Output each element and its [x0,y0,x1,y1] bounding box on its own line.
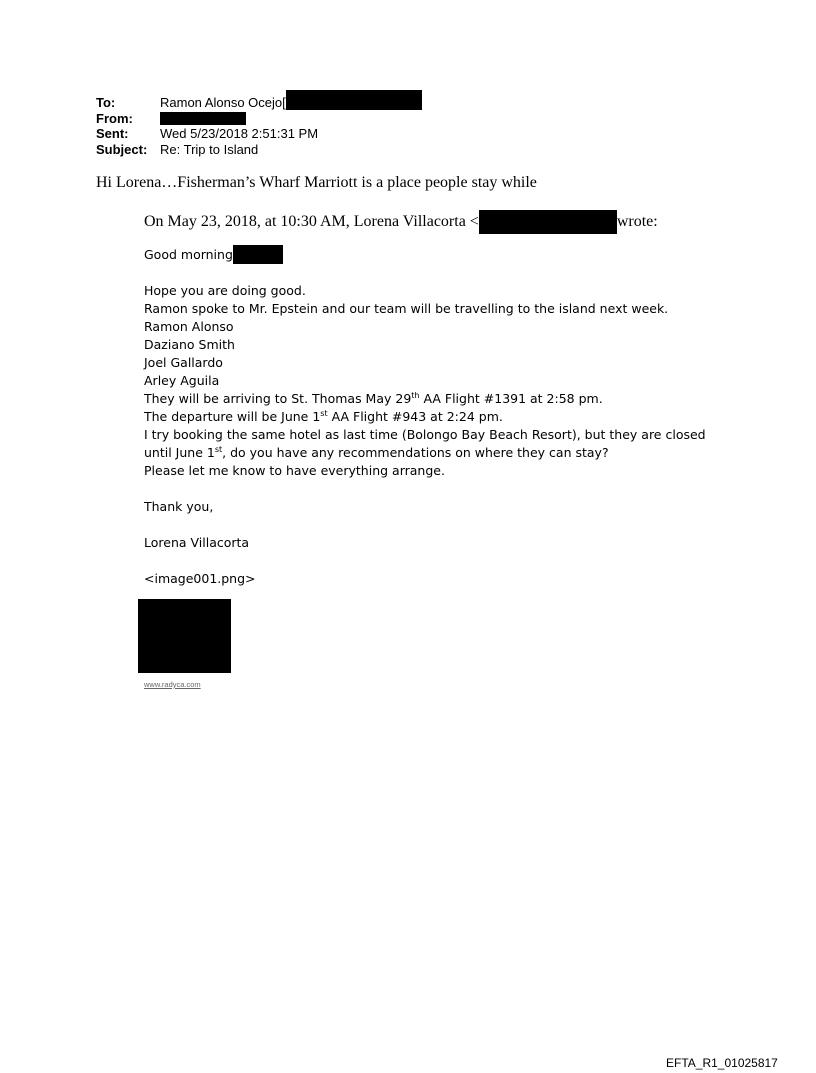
sent-row [96,126,422,142]
subject-label: Subject: [96,141,148,157]
arrival-line [144,390,706,408]
redacted-logo-image [138,599,231,673]
quoted-header-suffix: wrote: [616,213,658,230]
from-row [96,111,422,127]
departure-line [144,408,706,426]
arrival-text-end: AA Flight #1391 at 2:58 pm. [419,391,603,406]
team-member: Ramon Alonso [144,319,234,334]
subject-value: Re: Trip to Island [160,141,259,157]
team-member: Joel Gallardo [144,355,223,370]
quoted-header [144,210,658,234]
redaction-box [479,210,617,234]
body-line: Hope you are doing good. [144,283,306,298]
redaction-box [286,90,422,110]
email-header [96,95,422,157]
thanks-line: Thank you, [144,499,214,514]
quoted-header-prefix: On May 23, 2018, at 10:30 AM, Lorena Villacorta < [144,213,479,230]
body-line: Ramon spoke to Mr. Epstein and our team will be travelling to the island next week. [144,301,669,316]
until-line [144,444,706,462]
departure-sup: st [320,408,328,418]
arrange-line: Please let me know to have everything arrange. [144,463,445,478]
sent-label: Sent: [96,126,129,141]
from-label: From: [96,110,133,126]
until-text: until June 1 [144,445,215,460]
to-value: Ramon Alonso Ocejo[ [160,95,286,110]
subject-row [96,142,422,158]
document-id: EFTA_R1_01025817 [666,1056,778,1070]
website-link[interactable]: www.radyca.com [144,680,201,689]
hotel-line: I try booking the same hotel as last time (Bolongo Bay Beach Resort), but they are closed [144,427,706,442]
departure-text-end: AA Flight #943 at 2:24 pm. [327,409,503,424]
until-sup: st [214,444,223,454]
greeting-line [144,246,706,264]
arrival-text: They will be arriving to St. Thomas May 29 [144,391,412,406]
reply-text: Hi Lorena…Fisherman’s Wharf Marriott is a place people stay while [96,174,537,191]
image-placeholder: <image001.png> [144,571,256,586]
redaction-box [233,245,283,264]
arrival-sup: th [411,390,420,400]
to-label: To: [96,95,116,110]
team-member: Daziano Smith [144,337,235,352]
until-text-end: , do you have any recommendations on where they can stay? [222,445,609,460]
departure-text: The departure will be June 1 [144,409,321,424]
signature-name: Lorena Villacorta [144,535,250,550]
to-row [96,95,422,111]
quoted-body [144,246,706,588]
team-member: Arley Aguila [144,373,220,388]
sent-value: Wed 5/23/2018 2:51:31 PM [160,126,319,141]
redaction-box [160,112,246,125]
greeting-text: Good morning [144,247,233,262]
